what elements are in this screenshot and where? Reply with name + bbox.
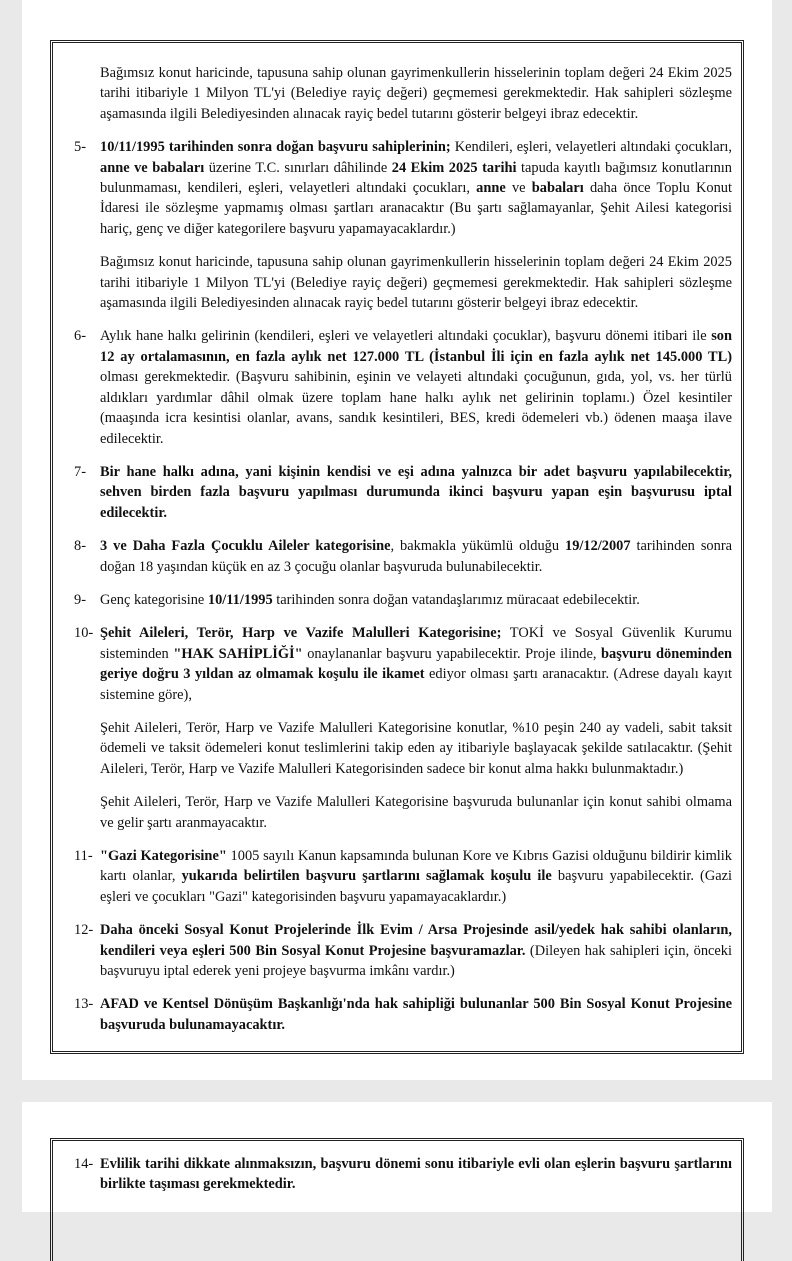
list-item	[74, 462, 732, 523]
item-paragraph	[100, 536, 732, 577]
text: onaylananlar başvuru yapabilecektir. Proje ilinde,	[302, 645, 602, 662]
bold-text: anne	[476, 180, 506, 197]
item-number: 7-	[74, 463, 86, 480]
item-paragraph: Şehit Aileleri, Terör, Harp ve Vazife Malulleri Kategorisine konutlar, %10 peşin 240 ay vadeli, sabit taksit ödemeli ve taksit ödemeleri konut teslimlerini takip eden ay itibariyle başlayacak şekilde satılacaktır. (Şehit Aileleri, Terör, Harp ve Vazife Malulleri Kategorisinden sadece bir konut alma hakkı bulunmaktadır.)	[100, 719, 732, 777]
text: tarihinden sonra doğan 18 yaşından küçük en az 3 çocuğu olanlar başvuruda bulunabilecektir.	[100, 538, 733, 575]
bold-text: 19/12/2007	[565, 538, 631, 555]
bold-text: 10/11/1995 tarihinden sonra doğan başvuru sahiplerinin;	[100, 139, 451, 156]
text: ediyor olması şartı aranacaktır. (Adrese dayalı kayıt sistemine göre),	[100, 666, 732, 703]
bold-text: yukarıda belirtilen başvuru şartlarını sağlamak koşulu ile	[181, 868, 552, 885]
list-item	[74, 846, 732, 907]
item-number: 13-	[74, 996, 94, 1013]
list-item	[74, 590, 732, 610]
list-item	[74, 1154, 732, 1195]
list-item	[74, 623, 732, 833]
text: daha önce Toplu Konut İdaresi ile sözleşme yapmamış olması şartları aranacaktır (Bu şartı sağlamayanlar, Şehit Ailesi kategorisi hariç, genç ve diğer kategorilere başvuru yapamayacaklardır.)	[100, 180, 732, 237]
text: olması gerekmektedir. (Başvuru sahibinin, eşinin ve velayeti altındaki çocuğunun, gıda, yol, vs. her türlü aldıkları yardımlar dâhil olmak üzere toplam hane halkı aylık net gelirinin toplamı.) Özel kesintiler (maaşında icra kesintisi olanlar, avans, sandık kesintileri, BES, kredi ödemeleri vb.) ödenen maaşa ilave edilecektir.	[100, 369, 732, 447]
item-paragraph	[100, 462, 732, 523]
item-number: 12-	[74, 922, 94, 939]
bold-text: son 12 ay ortalamasının, en fazla aylık net 127.000 TL (İstanbul İli için en fazla aylık net 145.000 TL)	[100, 328, 732, 365]
bold-text: 10/11/1995	[207, 591, 273, 608]
item-paragraph	[100, 846, 732, 907]
item-paragraph: Bağımsız konut haricinde, tapusuna sahip olunan gayrimenkullerin hisselerinin toplam değeri 24 Ekim 2025 tarihi itibariyle 1 Milyon TL'yi (Belediye rayiç değeri) geçmemesi gerekmektedir. Hak sahipleri sözleşme aşamasında ilgili Belediyesinden alınacak rayiç bedel tutarını gösterir belgeyi ibraz edecektir.	[100, 254, 732, 312]
document-page-2	[22, 1102, 772, 1212]
item-number: 9-	[74, 591, 86, 608]
page-content	[74, 63, 733, 1048]
list-item	[74, 137, 732, 313]
text: , bakmakla yükümlü olduğu	[390, 538, 566, 555]
bold-text: Şehit Aileleri, Terör, Harp ve Vazife Malulleri Kategorisine;	[100, 625, 502, 642]
bold-text: 24 Ekim 2025 tarihi	[391, 159, 517, 176]
item-paragraph	[100, 920, 732, 981]
item-number: 10-	[74, 625, 94, 642]
bold-text: Evlilik tarihi dikkate alınmaksızın, başvuru dönemi sonu itibariyle evli olan eşlerin başvuru şartlarını birlikte taşıması gerekmektedir.	[100, 1156, 732, 1193]
text: Genç kategorisine	[100, 591, 208, 608]
item-number: 14-	[74, 1156, 94, 1172]
text: tapuda kayıtlı bağımsız konutlarının bulunmaması, kendileri, eşleri, velayetleri altındaki çocukları,	[100, 159, 732, 197]
bold-text: babaları	[531, 180, 584, 197]
bold-text: Daha önceki Sosyal Konut Projelerinde İlk Evim / Arsa Projesinde asil/yedek hak sahibi olanların, kendileri veya eşleri 500 Bin Sosyal Konut Projesine başvuramazlar.	[100, 922, 732, 959]
item-paragraph: Şehit Aileleri, Terör, Harp ve Vazife Malulleri Kategorisine başvuruda bulunanlar için konut sahibi olmama ve gelir şartı aranmayacaktır.	[100, 794, 732, 831]
item-paragraph	[100, 590, 732, 610]
item-number: 8-	[74, 538, 86, 555]
requirements-list	[74, 1154, 732, 1195]
bold-text: 3 ve Daha Fazla Çocuklu Aileler kategorisine	[100, 538, 391, 555]
list-item	[74, 920, 733, 981]
item-number: 11-	[74, 848, 93, 864]
bold-text: "HAK SAHİPLİĞİ"	[173, 645, 303, 662]
text: 1005 sayılı Kanun kapsamında bulunan Kore ve Kıbrıs Gazisi olduğunu bildirir kimlik kartı olanlar,	[100, 848, 732, 885]
bold-text: başvuru döneminden geriye doğru 3 yıldan az olmamak koşulu ile ikamet	[100, 645, 732, 683]
text: tarihinden sonra doğan vatandaşlarımız müracaat edebilecektir.	[272, 591, 640, 608]
text: Kendileri, eşleri, velayetleri altındaki çocukları,	[450, 139, 732, 156]
text: Aylık hane halkı gelirinin (kendileri, eşleri ve velayetleri altındaki çocuklar), başvuru dönemi itibari ile	[100, 328, 712, 345]
bold-text: "Gazi Kategorisine"	[100, 848, 227, 864]
text: başvuru yapabilecektir. (Gazi eşleri ve çocukları "Gazi" kategorisinden başvuru yapamayacaklardır.)	[100, 868, 732, 905]
item-paragraph	[100, 1154, 732, 1195]
bold-text: anne ve babaları	[100, 159, 205, 176]
item-number: 5-	[74, 139, 86, 156]
text: ve	[505, 180, 532, 197]
text: (Dileyen hak sahipleri için, önceki başvuruyu iptal ederek yeni projeye başvurma imkânı vardır.)	[100, 942, 733, 980]
bold-text: AFAD ve Kentsel Dönüşüm Başkanlığı'nda hak sahipliği bulunanlar 500 Bin Sosyal Konut Projesine başvuruda bulunamayacaktır.	[100, 996, 732, 1033]
list-item	[74, 536, 733, 577]
bold-text: Bir hane halkı adına, yani kişinin kendisi ve eşi adına yalnızca bir adet başvuru yapılabilecektir, sehven birden fazla başvuru yapılması durumunda ikinci başvuru yapan eşin başvurusu iptal edilecektir.	[100, 463, 732, 521]
text: üzerine T.C. sınırları dâhilinde	[204, 159, 392, 176]
item-paragraph	[100, 994, 732, 1035]
item-paragraph	[100, 623, 732, 705]
document-page-1	[22, 0, 772, 1080]
item-paragraph	[100, 137, 732, 239]
list-item	[74, 326, 732, 448]
intro-paragraph: Bağımsız konut haricinde, tapusuna sahip olunan gayrimenkullerin hisselerinin toplam değeri 24 Ekim 2025 tarihi itibariyle 1 Milyon TL'yi (Belediye rayiç değeri) geçmemesi gerekmektedir. Hak sahipleri sözleşme aşamasında ilgili Belediyesinden alınacak rayiç bedel tutarını gösterir belgeyi ibraz edecektir.	[100, 65, 732, 122]
text: TOKİ ve Sosyal Güvenlik Kurumu sisteminden	[100, 625, 732, 662]
list-item	[74, 994, 732, 1035]
item-number: 6-	[74, 328, 86, 345]
requirements-list	[74, 137, 733, 1035]
item-paragraph	[100, 326, 732, 448]
